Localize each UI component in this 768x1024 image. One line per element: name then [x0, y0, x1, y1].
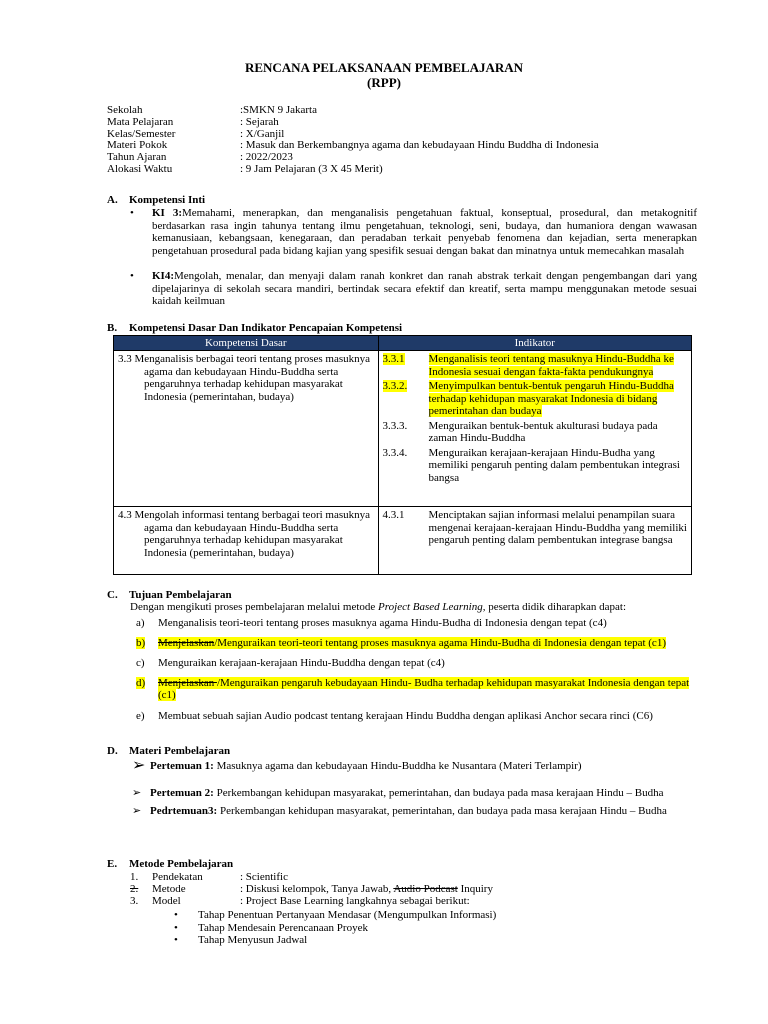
section-e-heading: E. Metode Pembelajaran: [107, 858, 234, 870]
indicator-cell: [378, 507, 691, 575]
list-item: • Tahap Menyusun Jadwal: [174, 934, 308, 946]
document-title: RENCANA PELAKSANAAN PEMBELAJARAN: [244, 60, 524, 75]
competency-table: [113, 335, 692, 575]
method-row: 1. Pendekatan : Scientific: [130, 871, 288, 883]
column-header: Kompetensi Dasar: [114, 336, 379, 351]
list-item: e) Membuat sebuah sajian Audio podcast tentang kerajaan Hindu Buddha dengan aplikasi Anchor secara rinci (C6): [136, 709, 653, 722]
indicator: 3.3.3. Menguraikan bentuk-bentuk akulturasi budaya pada zaman Hindu-Buddha: [382, 419, 658, 444]
method-row: 2. Metode : Diskusi kelompok, Tanya Jawab, Audio Podcast Inquiry: [130, 883, 493, 895]
method-row: 3. Model : Project Base Learning langkahnya sebagai berikut:: [130, 895, 470, 907]
list-item: ➢ Pedrtemuan3: Perkembangan kehidupan masyarakat, pemerintahan, dan budaya pada masa kerajaan Hindu – Budha: [132, 805, 667, 817]
list-item: ➢ Pertemuan 1: Masuknya agama dan kebudayaan Hindu-Buddha ke Nusantara (Materi Terlampir): [132, 757, 582, 774]
list-item: ➢ Pertemuan 2: Perkembangan kehidupan masyarakat, pemerintahan, dan budaya pada masa kerajaan Hindu – Budha: [132, 786, 664, 799]
info-row: Sekolah :SMKN 9 Jakarta: [107, 104, 317, 116]
info-row: Mata Pelajaran : Sejarah: [107, 115, 279, 128]
indicator: 3.3.2. Menyimpulkan bentuk-bentuk pengaruh Hindu-Buddha terhadap kehidupan masyarakat Indonesia di bidang pemerintahan dan budaya: [382, 380, 674, 417]
section-d-heading: D. Materi Pembelajaran: [107, 745, 231, 757]
info-row: Materi Pokok : Masuk dan Berkembangnya agama dan kebudayaan Hindu Buddha di Indonesia: [107, 139, 599, 152]
ki-item: • KI 3:Memahami, menerapkan, dan menganalisis pengetahuan faktual, konseptual, prosedural, dan metakognitif berdasarkan rasa ingin tahunya tentang ilmu pengetahuan, teknologi, seni, budaya, dan humaniora dengan wawasan kemanusiaan, kebangsaan, kenegaraan, dan peradaban terkait penyebab fenomena dan kejadian, serta menerapkan pengetahuan prosedural pada bidang kajian yang spesifik sesuai dengan bakat dan minatnya untuk memecahkan masalah: [130, 207, 697, 257]
model-steps: [174, 909, 496, 947]
section-c-heading: C. Tujuan Pembelajaran: [107, 589, 232, 601]
materials-list: [132, 757, 702, 822]
methods-block: [130, 871, 730, 907]
indicator: 3.3.4. Menguraikan kerajaan-kerajaan Hindu-Budha yang memiliki pengaruh penting dalam pembentukan integrasi bangsa: [382, 446, 680, 484]
info-row: Tahun Ajaran : 2022/2023: [107, 151, 293, 164]
indicator: 4.3.1 Menciptakan sajian informasi melalui penampilan suara mengenai kerajaan-kerajaan Hindu-Buddha yang memiliki pengaruh penting dalam pembentukan integrase bangsa: [382, 509, 687, 546]
list-item: a) Menganalisis teori-teori tentang proses masuknya agama Hindu-Budha di Indonesia dengan tepat (c4): [136, 617, 607, 629]
section-a-heading: A. Kompetensi Inti: [107, 194, 206, 206]
identity-block: [107, 104, 727, 175]
ki-item: • KI4:Mengolah, menalar, dan menyaji dalam ranah konkret dan ranah abstrak terkait dengan pengembangan dari yang dipelajarinya di sekolah secara mandiri, bertindak secara efektif dan kreatif, serta mampu menggunakan metode sesuai kaidah keilmuan: [130, 270, 697, 307]
list-item: • Tahap Penentuan Pertanyaan Mendasar (Mengumpulkan Informasi): [174, 909, 497, 921]
info-row: Alokasi Waktu : 9 Jam Pelajaran (3 X 45 Merit): [107, 162, 383, 175]
list-item: d) Menjelaskan /Menguraikan pengaruh kebudayaan Hindu- Budha terhadap kehidupan masyarakat Indonesia dengan tepat (c1): [136, 676, 690, 701]
table-row: [114, 351, 692, 507]
indicator: 3.3.1 Menganalisis teori tentang masuknya Hindu-Buddha ke Indonesia sesuai dengan fakta-fakta pendukungnya: [382, 353, 674, 378]
list-item: c) Menguraikan kerajaan-kerajaan Hindu-Buddha dengan tepat (c4): [136, 657, 445, 669]
table-row: [114, 507, 692, 575]
document-subtitle: (RPP): [367, 75, 401, 90]
indicator-cell: [378, 351, 691, 507]
objectives-intro: Dengan mengikuti proses pembelajaran melalui metode Project Based Learning, peserta didik diharapkan dapat:: [130, 601, 627, 613]
kd-cell: 3.3 Menganalisis berbagai teori tentang proses masuknya agama dan kebudayaan Hindu-Buddha serta pengaruhnya terhadap kehidupan masyarakat Indonesia (pemerintahan, budaya): [114, 351, 379, 507]
info-row: Kelas/Semester : X/Ganjil: [107, 127, 285, 140]
column-header: Indikator: [378, 336, 691, 351]
list-item: • Tahap Mendesain Perencanaan Proyek: [174, 921, 368, 934]
table-header-row: [114, 336, 692, 351]
section-b-heading: B. Kompetensi Dasar Dan Indikator Pencapaian Kompetensi: [107, 322, 403, 334]
list-item: b) Menjelaskan/Menguraikan teori-teori tentang proses masuknya agama Hindu-Budha di Indonesia dengan tepat (c1): [136, 636, 666, 649]
objectives-list: [136, 617, 701, 722]
kd-cell: 4.3 Mengolah informasi tentang berbagai teori masuknya agama dan kebudayaan Hindu-Buddha serta pengaruhnya terhadap kehidupan masyarakat Indonesia (pemerintahan, budaya): [114, 507, 379, 575]
